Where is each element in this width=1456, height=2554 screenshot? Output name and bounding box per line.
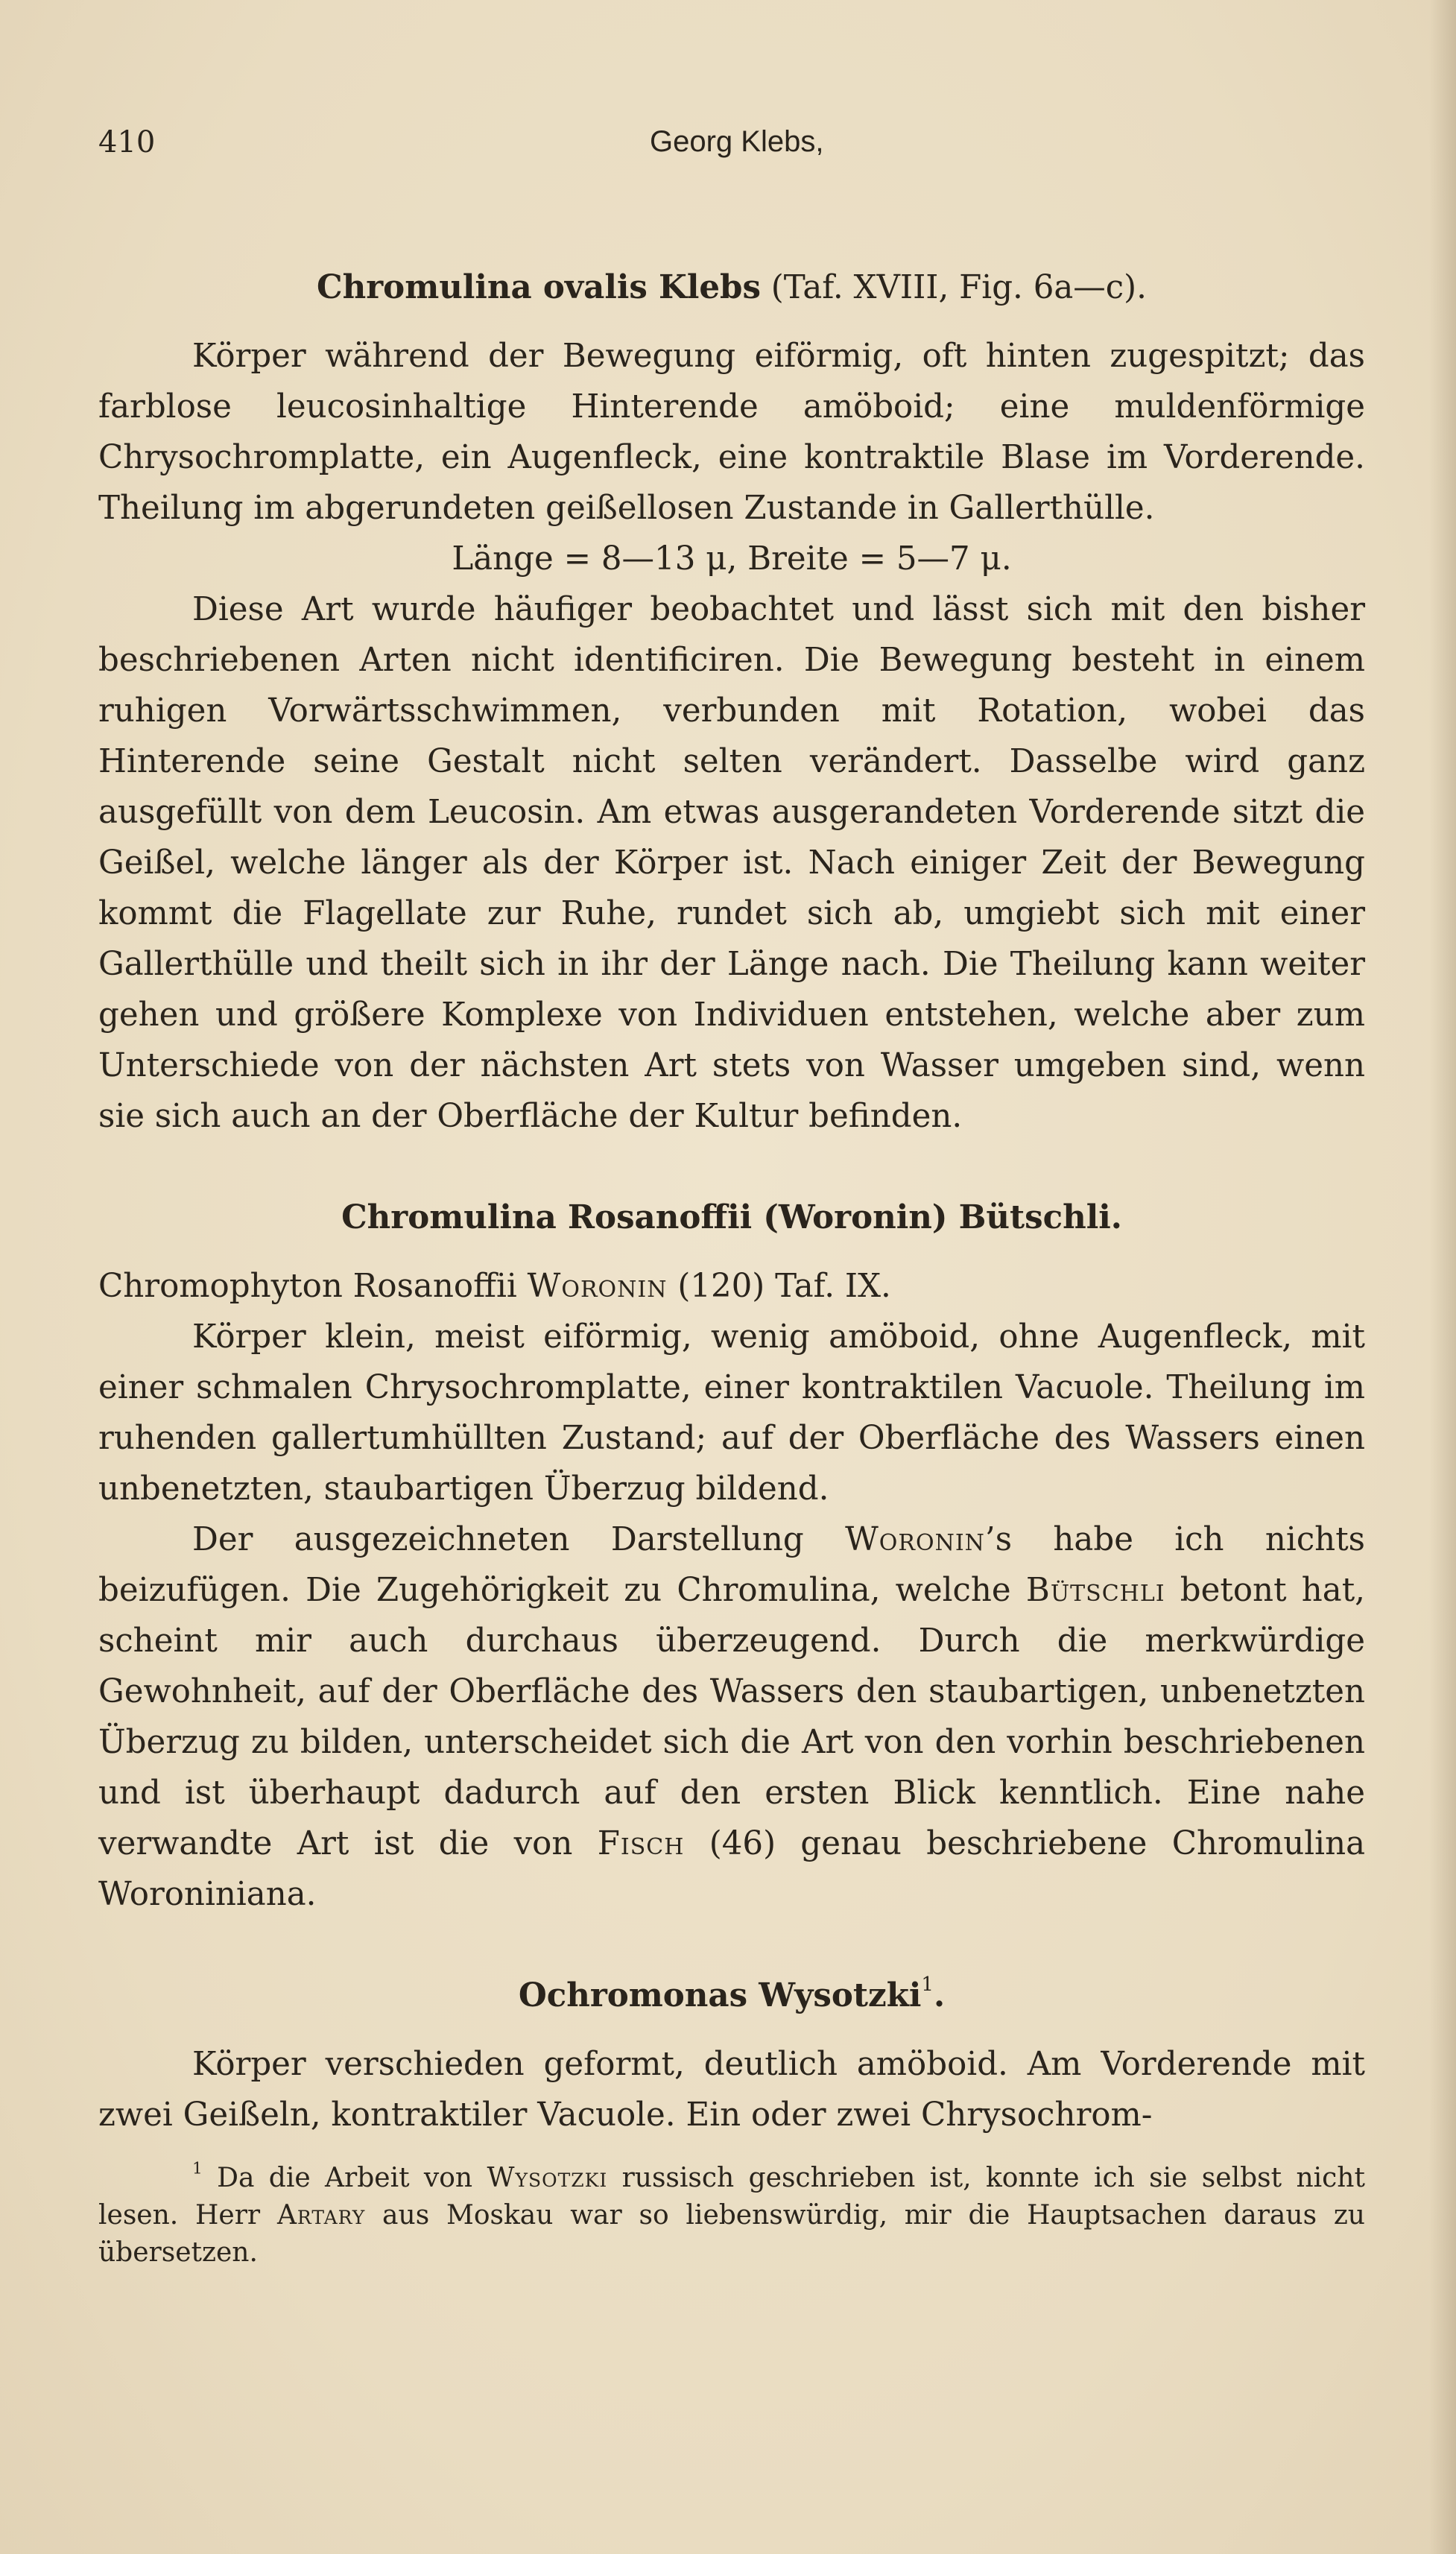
footnote — [98, 2160, 1365, 2272]
discussion-paragraph: Diese Art wurde häufiger beobachtet und lässt sich mit den bisher beschriebenen Arten nicht identificiren. Die Bewegung besteht in einem ruhigen Vorwärtsschwimmen, verbunden mit Rotation, wobei das Hinterende seine Gestalt nicht selten verändert. Dasselbe wird ganz ausgefüllt von dem Leucosin. Am etwas ausgerandeten Vorderende sitzt die Geißel, welche länger als der Körper ist. Nach einiger Zeit der Bewegung kommt die Flagellate zur Ruhe, rundet sich ab, umgiebt sich mit einer Gallerthülle und theilt sich in ihr der Länge nach. Die Theilung kann weiter gehen und größere Komplexe von Individuen entstehen, welche aber zum Unterschiede von der nächsten Art stets von Wasser umgeben sind, wenn sie sich auch an der Oberfläche der Kultur befinden. — [98, 591, 1365, 1135]
text-run: Da die Arbeit von — [217, 2163, 473, 2193]
diagnosis-paragraph: Körper klein, meist eiförmig, wenig amöboid, ohne Augenfleck, mit einer schmalen Chrysochromplatte, einer kontraktilen Vacuole. Theilung im ruhenden gallertumhüllten Zustand; auf der Oberfläche des Wassers einen unbenetzten, staubartigen Überzug bildend. — [98, 1318, 1365, 1508]
page-gutter-shadow — [1429, 0, 1456, 2554]
text-run: (46) genau beschriebene Chromulina Woroniniana. — [98, 1825, 1366, 1913]
footnote-text — [98, 2160, 1365, 2272]
species-name: Chromulina ovalis Klebs — [317, 268, 761, 306]
text-run: aus Moskau war so liebenswürdig, mir die Hauptsachen daraus zu übersetzen. — [98, 2200, 1365, 2268]
author-name: Bütschli — [1025, 1572, 1165, 1609]
synonym-name: Chromophyton Rosanoffii — [98, 1268, 517, 1305]
main-text — [98, 262, 1365, 2272]
author-name: Woronin — [527, 1268, 668, 1305]
running-title: Georg Klebs, — [650, 125, 824, 158]
author-name: Woronin — [845, 1521, 985, 1558]
text-run: betont hat, scheint mir auch durchaus überzeugend. Durch die merkwürdige Gewohnheit, auf der Oberfläche des Wassers den staubartigen, unbenetzten Überzug zu bilden, unterscheidet sich die Art von den vorhin beschriebenen und ist überhaupt dadurch auf den ersten Blick kenntlich. Eine nahe verwandte Art ist die von — [98, 1572, 1366, 1862]
author-name: Artary — [276, 2200, 366, 2231]
author-name: Wysotzki — [487, 2163, 608, 2193]
text-run: Der ausgezeichneten Darstellung — [192, 1521, 804, 1558]
section-heading-chromulina-ovalis — [98, 262, 1365, 313]
measurements: Länge = 8—13 μ, Breite = 5—7 μ. — [452, 540, 1012, 578]
species-name: Ochromonas Wysotzki — [518, 1976, 922, 2014]
synonym-line — [98, 1261, 1365, 1312]
section-heading-chromulina-rosanoffii: Chromulina Rosanoffii (Woronin) Bütschli. — [341, 1198, 1122, 1236]
author-name: Fisch — [597, 1825, 685, 1862]
heading-punctuation: . — [934, 1976, 946, 2014]
text-run: ’s habe ich nichts beizufügen. Die Zugehörigkeit zu Chromulina, welche — [98, 1521, 1365, 1609]
text-run: russisch geschrieben ist, konnte ich sie selbst nicht lesen. Herr — [98, 2163, 1365, 2231]
footnote-number: 1 — [192, 2159, 203, 2178]
footnote-separator — [98, 2140, 1365, 2160]
discussion-paragraph — [98, 1514, 1365, 1920]
figure-reference: (Taf. XVIII, Fig. 6a—c). — [770, 269, 1147, 306]
synonym-reference: (120) Taf. IX. — [677, 1268, 891, 1305]
page-number: 410 — [98, 125, 156, 159]
footnote-marker: 1 — [921, 1973, 934, 1997]
section-heading-ochromonas — [98, 1970, 1365, 2021]
diagnosis-paragraph: Körper verschieden geformt, deutlich amöboid. Am Vorderende mit zwei Geißeln, kontraktiler Vacuole. Ein oder zwei Chrysochrom- — [98, 2046, 1365, 2134]
diagnosis-paragraph: Körper während der Bewegung eiförmig, oft hinten zugespitzt; das farblose leucosinhaltige Hinterende amöboid; eine muldenförmige Chrysochromplatte, ein Augenfleck, eine kontraktile Blase im Vorderende. Theilung im abgerundeten geißellosen Zustande in Gallerthülle. — [98, 338, 1365, 527]
running-head — [98, 125, 1365, 170]
